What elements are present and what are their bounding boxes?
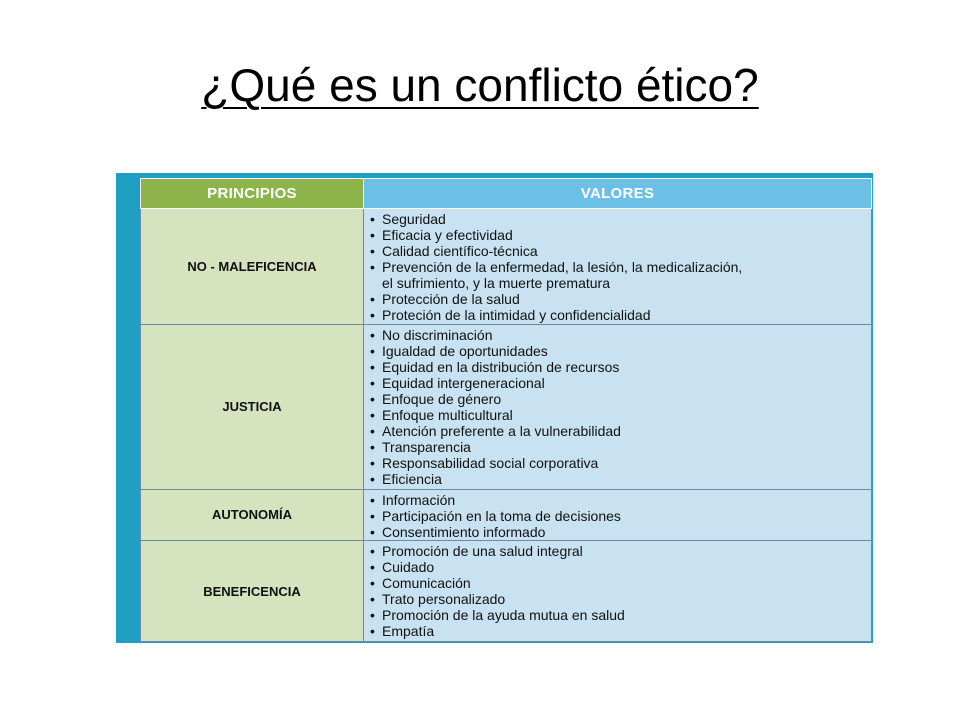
list-item: • Prevención de la enfermedad, la lesión, la medicalización,: [370, 259, 871, 275]
list-item: • No discriminación: [370, 327, 871, 343]
list-item: • Enfoque multicultural: [370, 407, 871, 423]
table-header-row: [141, 179, 872, 209]
list-item: • Proteción de la intimidad y confidencialidad: [370, 307, 871, 323]
table-row: [141, 489, 872, 540]
principle-cell: NO - MALEFICENCIA: [141, 209, 364, 325]
list-item: • Empatía: [370, 623, 871, 639]
values-cell: [364, 541, 872, 642]
principle-cell: JUSTICIA: [141, 325, 364, 490]
list-item: • Información: [370, 492, 871, 508]
list-item: • Participación en la toma de decisiones: [370, 508, 871, 524]
values-cell: [364, 325, 872, 490]
list-item: • Protección de la salud: [370, 291, 871, 307]
list-item-continuation: el sufrimiento, y la muerte prematura: [382, 275, 610, 291]
values-cell: [364, 489, 872, 540]
list-item: • Consentimiento informado: [370, 524, 871, 540]
list-item: • Transparencia: [370, 439, 871, 455]
list-item: • Trato personalizado: [370, 591, 871, 607]
list-item: • Eficacia y efectividad: [370, 227, 871, 243]
table-row: [141, 325, 872, 490]
values-list: [370, 492, 871, 540]
principle-cell: AUTONOMÍA: [141, 489, 364, 540]
list-item: • Comunicación: [370, 575, 871, 591]
list-item: • Enfoque de género: [370, 391, 871, 407]
values-cell: [364, 209, 872, 325]
principles-values-table: [140, 178, 872, 642]
list-item: • Igualdad de oportunidades: [370, 343, 871, 359]
list-item: • Equidad en la distribución de recursos: [370, 359, 871, 375]
list-item: • Equidad intergeneracional: [370, 375, 871, 391]
list-item: • Promoción de la ayuda mutua en salud: [370, 607, 871, 623]
list-item: • Seguridad: [370, 211, 871, 227]
values-list: [370, 211, 871, 323]
table-row: [141, 541, 872, 642]
table-row: [141, 209, 872, 325]
list-item: • Eficiencia: [370, 471, 871, 487]
list-item: • Atención preferente a la vulnerabilidad: [370, 423, 871, 439]
slide-title: ¿Qué es un conflicto ético?: [201, 59, 759, 111]
header-principios: PRINCIPIOS: [141, 179, 364, 209]
list-item: • Cuidado: [370, 559, 871, 575]
list-item: • Calidad científico-técnica: [370, 243, 871, 259]
header-valores: VALORES: [364, 179, 872, 209]
list-item: • Responsabilidad social corporativa: [370, 455, 871, 471]
principle-cell: BENEFICENCIA: [141, 541, 364, 642]
values-list: [370, 543, 871, 639]
list-item: • Promoción de una salud integral: [370, 543, 871, 559]
values-list: [370, 327, 871, 487]
